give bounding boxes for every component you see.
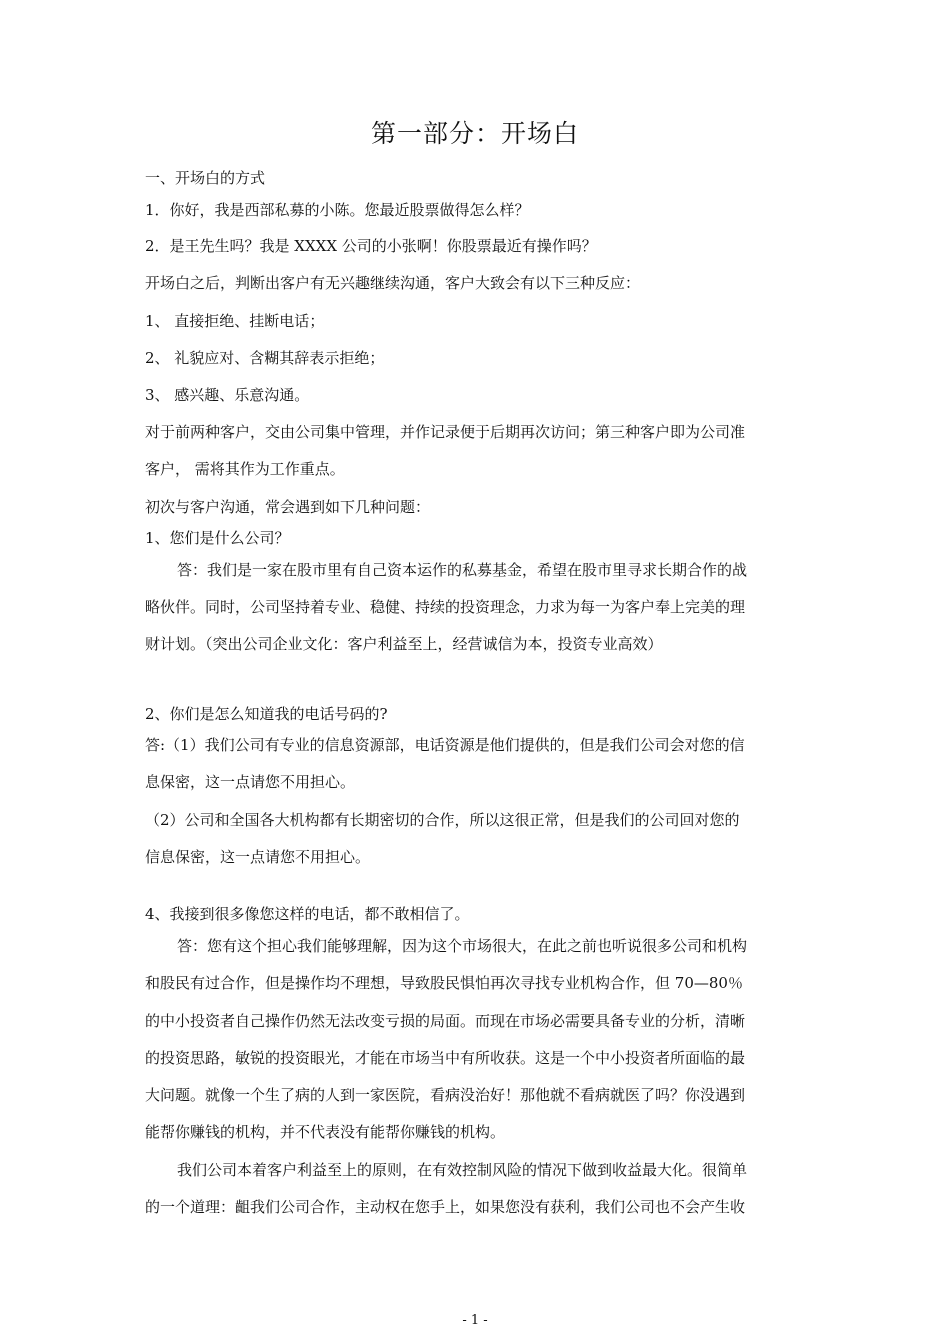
paragraph-line: 的一个道理：齟我们公司合作，主动权在您手上，如果您没有获利，我们公司也不会产生收	[145, 1198, 746, 1216]
answer-line: （2）公司和全国各大机构都有长期密切的合作，所以这很正常，但是我们的公司回对您的	[145, 811, 740, 829]
list-item: 3、 感兴趣、乐意沟通。	[145, 386, 310, 404]
answer-line: 答：您有这个担心我们能够理解，因为这个市场很大，在此之前也听说很多公司和机构	[177, 937, 748, 955]
answer-line: 的中小投资者自己操作仍然无法改变亏损的局面。而现在市场必需要具备专业的分析，清晰	[145, 1012, 746, 1030]
question-heading: 2、你们是怎么知道我的电话号码的?	[145, 705, 388, 723]
paragraph-line: 2．是王先生吗？我是 XXXX 公司的小张啊！你股票最近有操作吗？	[145, 237, 597, 255]
section-heading: 一、开场白的方式	[145, 169, 266, 187]
answer-line: 的投资思路，敏锐的投资眼光，才能在市场当中有所收获。这是一个中小投资者所面临的最	[145, 1049, 746, 1067]
paragraph-line: 1．你好，我是西部私募的小陈。您最近股票做得怎么样？	[145, 201, 530, 219]
answer-line: 大问题。就像一个生了病的人到一家医院，看病没治好！那他就不看病就医了吗？你没遇到	[145, 1086, 746, 1104]
answer-line: 财计划。（突出公司企业文化：客户利益至上，经营诚信为本，投资专业高效）	[145, 635, 663, 653]
answer-line: 和股民有过合作，但是操作均不理想，导致股民惧怕再次寻找专业机构合作，但 70—80％	[145, 974, 743, 992]
answer-line: 略伙伴。同时，公司坚持着专业、稳健、持续的投资理念，力求为每一为客户奉上完美的理	[145, 598, 746, 616]
list-item: 1、 直接拒绝、挂断电话；	[145, 312, 325, 330]
answer-line: 信息保密，这一点请您不用担心。	[145, 848, 371, 866]
paragraph-line: 开场白之后，判断出客户有无兴趣继续沟通，客户大致会有以下三种反应：	[145, 274, 641, 292]
question-heading: 4、我接到很多像您这样的电话，都不敢相信了。	[145, 905, 470, 923]
paragraph-line: 客户， 需将其作为工作重点。	[145, 460, 345, 478]
answer-line: 答:（1）我们公司有专业的信息资源部，电话资源是他们提供的，但是我们公司会对您的信	[145, 736, 745, 754]
page-title: 第一部分：开场白	[370, 119, 579, 148]
paragraph-line: 对于前两种客户，交由公司集中管理，并作记录便于后期再次访问；第三种客户即为公司准	[145, 423, 746, 441]
paragraph-line: 我们公司本着客户利益至上的原则，在有效控制风险的情况下做到收益最大化。很简单	[177, 1161, 748, 1179]
answer-line: 能帮你赚钱的机构，并不代表没有能帮你赚钱的机构。	[145, 1123, 506, 1141]
answer-line: 息保密，这一点请您不用担心。	[145, 773, 356, 791]
list-item: 2、 礼貌应对、含糊其辞表示拒绝；	[145, 349, 385, 367]
page-number: - 1 -	[462, 1313, 488, 1328]
paragraph-line: 初次与客户沟通，常会遇到如下几种问题：	[145, 498, 431, 516]
answer-line: 答：我们是一家在股市里有自己资本运作的私募基金，希望在股市里寻求长期合作的战	[177, 561, 748, 579]
question-heading: 1、您们是什么公司？	[145, 529, 290, 547]
